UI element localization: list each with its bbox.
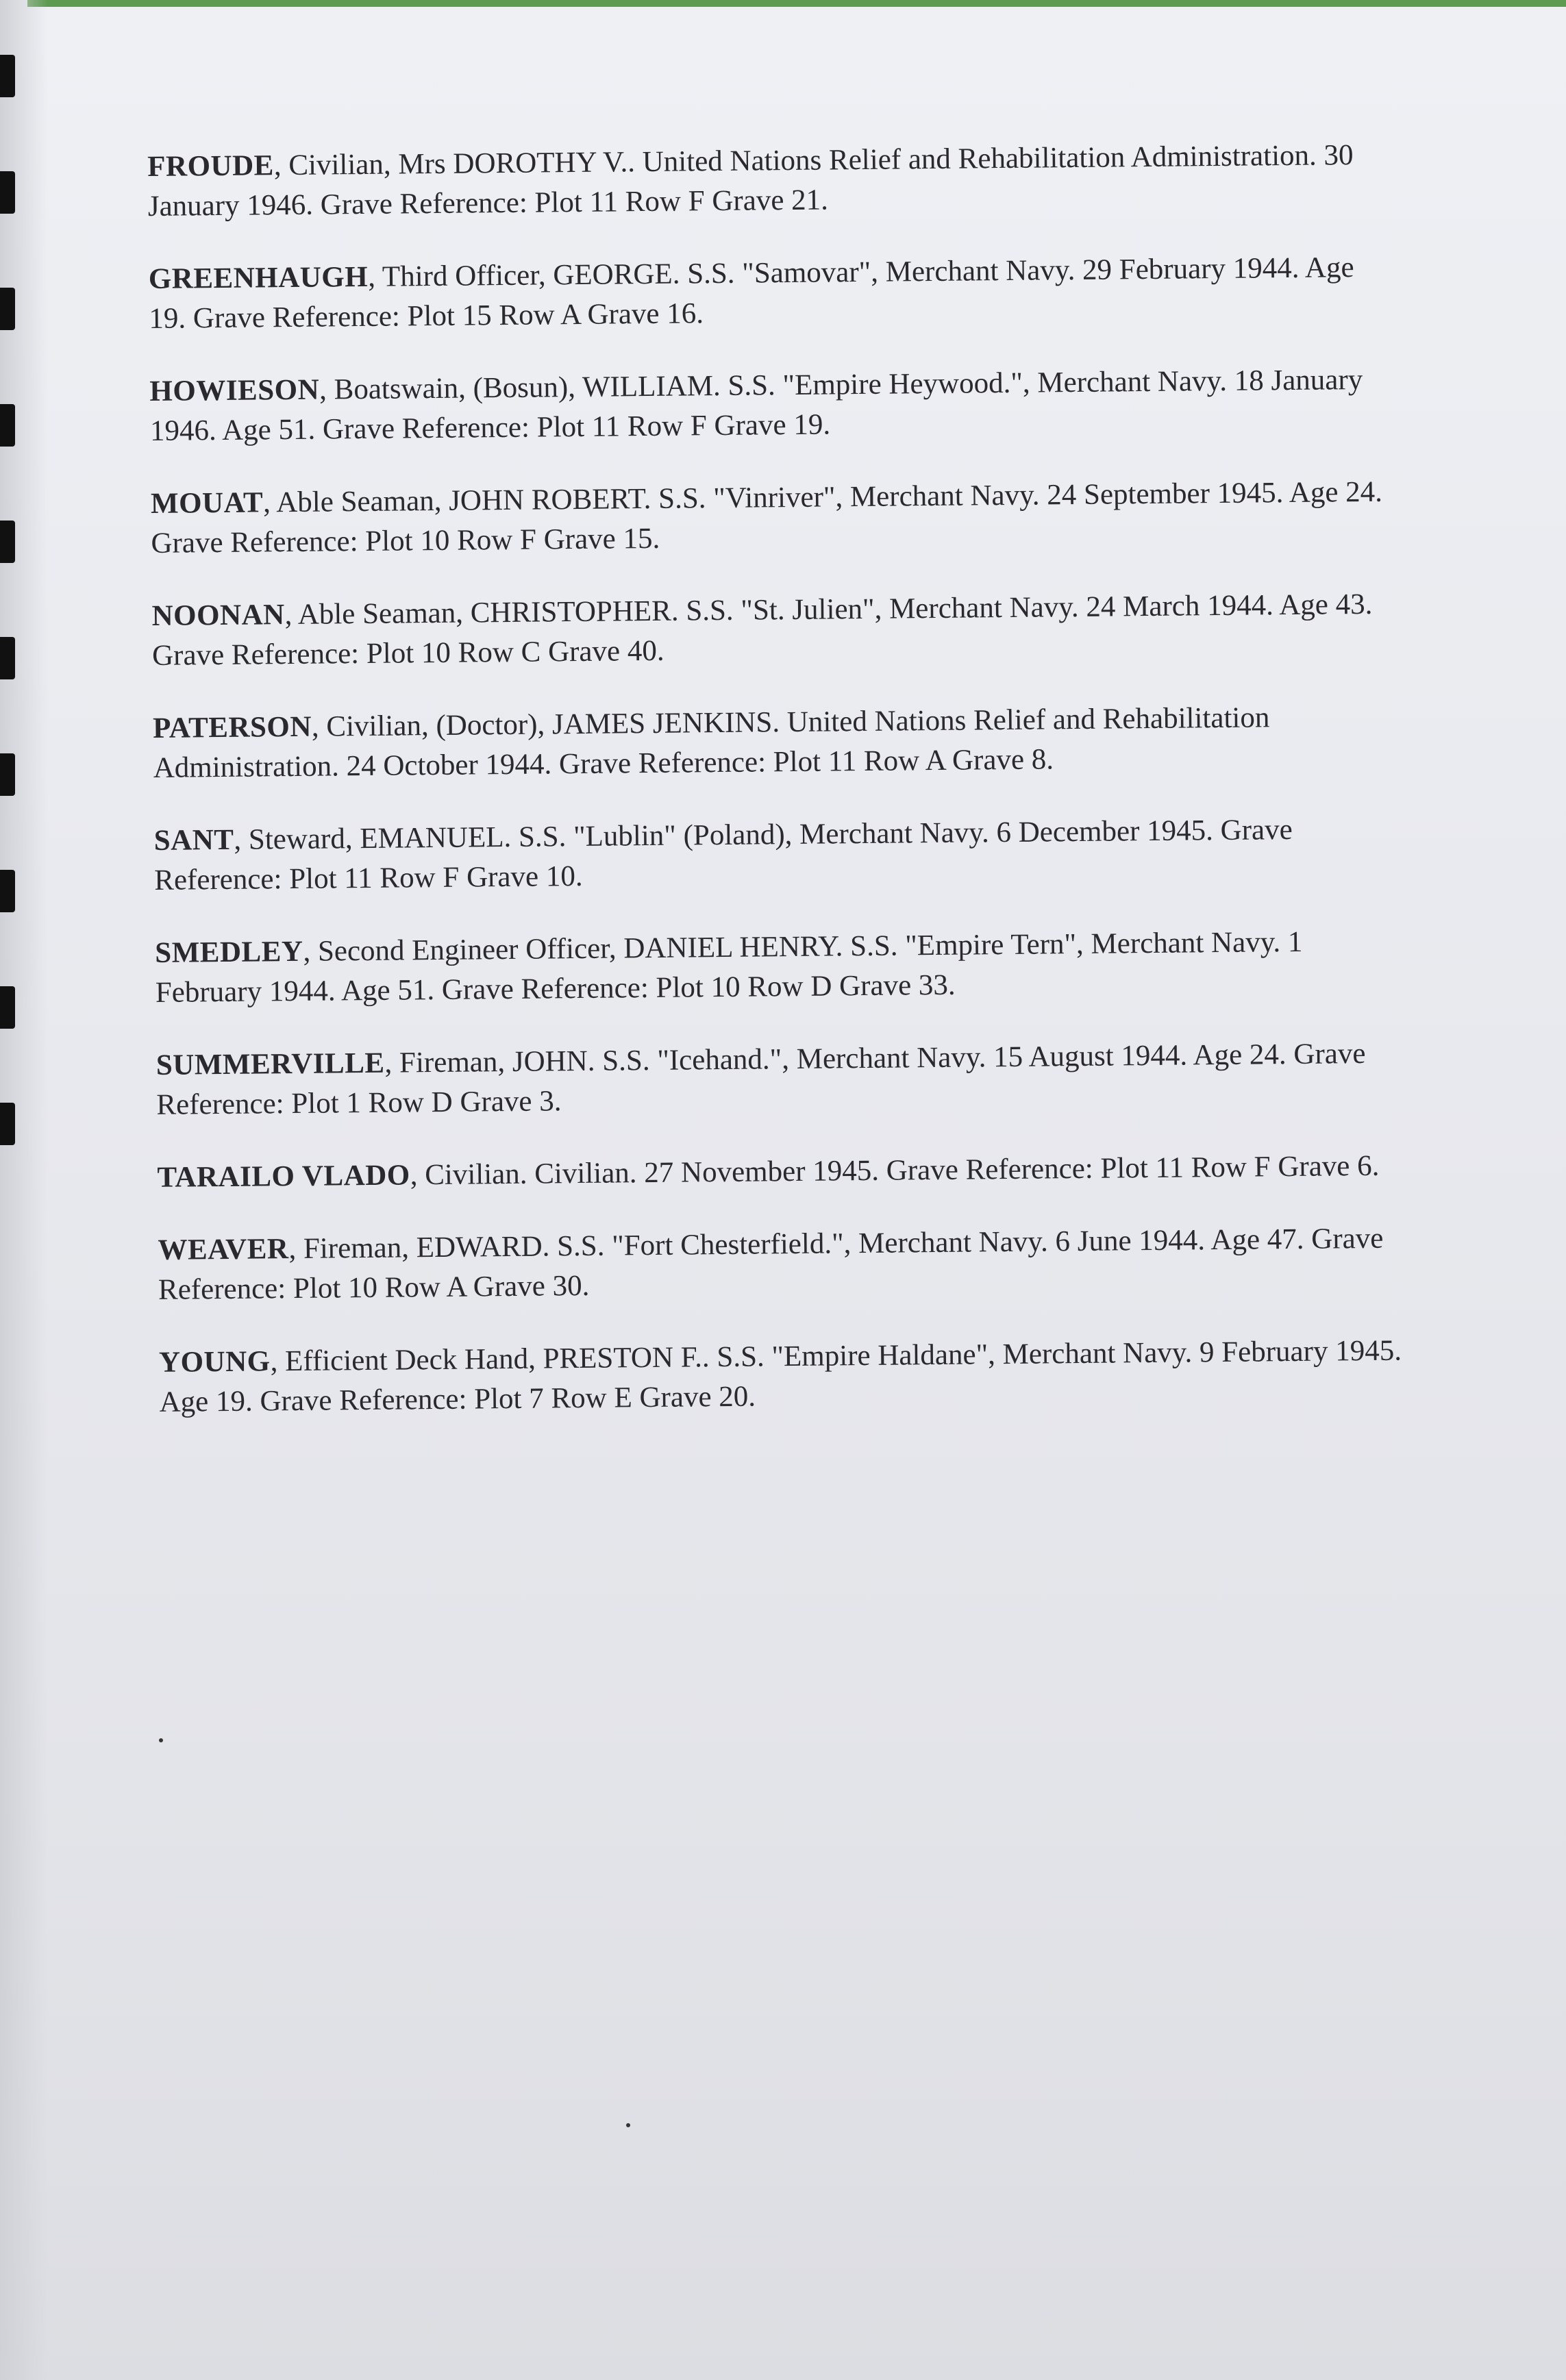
- entry-details: , Civilian, Mrs DOROTHY V.. United Nations Relief and Rehabilitation Administration. 30 January 1946. Grave Reference: Plot 11 Row F Grave 21.: [147, 139, 1354, 223]
- binding-hole: [0, 288, 15, 330]
- entry-surname: YOUNG: [158, 1345, 271, 1379]
- list-item: [151, 473, 1398, 564]
- entry-details: , Fireman, JOHN. S.S. "Icehand.", Merchant Navy. 15 August 1944. Age 24. Grave Reference: Plot 1 Row D Grave 3.: [156, 1037, 1366, 1121]
- entry-details: , Civilian. Civilian. 27 November 1945. Grave Reference: Plot 11 Row F Grave 6.: [410, 1149, 1380, 1192]
- entry-surname: TARAILO VLADO: [157, 1159, 410, 1194]
- entry-details: , Civilian, (Doctor), JAMES JENKINS. United Nations Relief and Rehabilitation Administration. 24 October 1944. Grave Reference: Plot 11 Row A Grave 8.: [153, 701, 1270, 784]
- list-item: [156, 1034, 1404, 1125]
- entry-surname: SANT: [153, 823, 234, 857]
- binding-hole: [0, 171, 15, 214]
- entry-surname: WEAVER: [158, 1233, 289, 1266]
- binding-hole: [0, 55, 15, 97]
- binding-hole: [0, 986, 15, 1029]
- entry-details: , Able Seaman, JOHN ROBERT. S.S. "Vinriver", Merchant Navy. 24 September 1945. Age 24. Grave Reference: Plot 10 Row F Grave 15.: [151, 475, 1383, 560]
- entry-details: , Second Engineer Officer, DANIEL HENRY. S.S. "Empire Tern", Merchant Navy. 1 February 1944. Age 51. Grave Reference: Plot 10 Row D Grave 33.: [155, 925, 1303, 1009]
- entry-surname: SUMMERVILLE: [156, 1047, 385, 1081]
- list-item: [147, 136, 1395, 227]
- list-item: [149, 248, 1396, 339]
- entry-surname: HOWIESON: [149, 373, 320, 408]
- entry-details: , Steward, EMANUEL. S.S. "Lublin" (Poland), Merchant Navy. 6 December 1945. Grave Reference: Plot 11 Row F Grave 10.: [154, 814, 1293, 897]
- paper-speck: [626, 2123, 630, 2127]
- binding-hole: [0, 521, 15, 563]
- paper-speck: [159, 1738, 163, 1742]
- binding-hole: [0, 870, 15, 912]
- entry-surname: SMEDLEY: [155, 935, 303, 969]
- entry-surname: NOONAN: [151, 599, 285, 632]
- binding-hole: [0, 1103, 15, 1145]
- entry-surname: PATERSON: [152, 710, 312, 744]
- green-cover-edge: [27, 0, 1566, 7]
- list-item: [151, 584, 1399, 675]
- casualty-list: [147, 136, 1406, 1455]
- entry-details: , Efficient Deck Hand, PRESTON F.. S.S. "Empire Haldane", Merchant Navy. 9 February 1945. Age 19. Grave Reference: Plot 7 Row E Grave 20.: [159, 1334, 1402, 1418]
- list-item: [158, 1218, 1405, 1310]
- entry-surname: FROUDE: [147, 149, 275, 183]
- entry-surname: GREENHAUGH: [148, 260, 369, 295]
- entry-details: , Boatswain, (Bosun), WILLIAM. S.S. "Empire Heywood.", Merchant Navy. 18 January 1946. Age 51. Grave Reference: Plot 11 Row F Grave 19.: [149, 363, 1363, 447]
- binding-hole: [0, 753, 15, 796]
- spiral-binding: [0, 55, 27, 1219]
- entry-details: , Third Officer, GEORGE. S.S. "Samovar", Merchant Navy. 29 February 1944. Age 19. Grave Reference: Plot 15 Row A Grave 16.: [149, 251, 1354, 335]
- list-item: [155, 921, 1402, 1012]
- binding-hole: [0, 404, 15, 447]
- entry-details: , Able Seaman, CHRISTOPHER. S.S. "St. Julien", Merchant Navy. 24 March 1944. Age 43. Grave Reference: Plot 10 Row C Grave 40.: [151, 588, 1373, 672]
- entry-details: , Fireman, EDWARD. S.S. "Fort Chesterfield.", Merchant Navy. 6 June 1944. Age 47. Grave Reference: Plot 10 Row A Grave 30.: [158, 1222, 1384, 1306]
- list-item: [149, 360, 1397, 451]
- list-item: [153, 697, 1400, 788]
- list-item: [153, 809, 1401, 900]
- list-item: [159, 1331, 1406, 1422]
- entry-surname: MOUAT: [150, 486, 264, 520]
- list-item: [157, 1146, 1404, 1197]
- binding-hole: [0, 637, 15, 679]
